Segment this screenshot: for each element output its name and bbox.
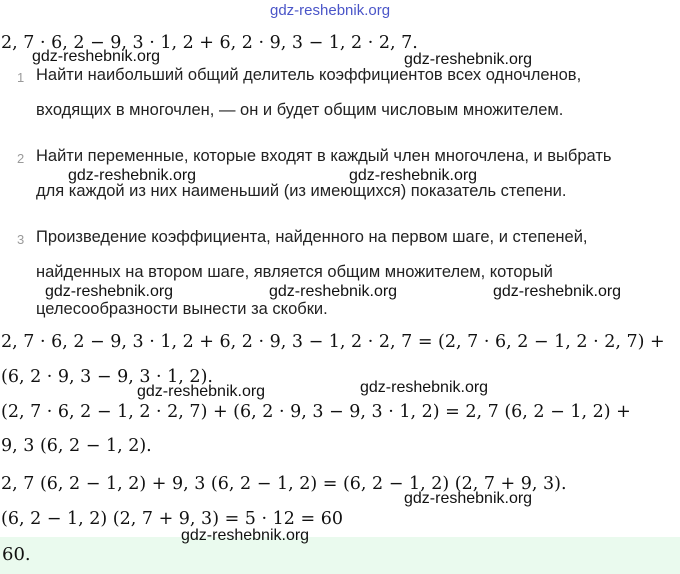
step-number: 2 — [17, 151, 25, 166]
solution-line: 9, 3 (6, 2 − 1, 2). — [1, 436, 152, 456]
solution-line: (6, 2 − 1, 2) (2, 7 + 9, 3) = 5 · 12 = 60 — [1, 509, 343, 529]
watermark: gdz-reshebnik.org — [68, 167, 197, 184]
watermark: gdz-reshebnik.org — [493, 283, 622, 300]
watermark: gdz-reshebnik.org — [349, 167, 478, 184]
solution-line: 2, 7 (6, 2 − 1, 2) + 9, 3 (6, 2 − 1, 2) = (6, 2 − 1, 2) (2, 7 + 9, 3). — [1, 474, 567, 494]
solution-line: (6, 2 · 9, 3 − 9, 3 · 1, 2). — [1, 367, 213, 387]
solution-line: 2, 7 · 6, 2 − 9, 3 · 1, 2 + 6, 2 · 9, 3 − 1, 2 · 2, 7 = (2, 7 · 6, 2 − 1, 2 · 2, 7) + — [1, 332, 665, 352]
watermark: gdz-reshebnik.org — [269, 283, 398, 300]
watermark: gdz-reshebnik.org — [45, 283, 174, 300]
step-text: Найти наибольший общий делитель коэффициентов всех одночленов, — [36, 66, 582, 84]
watermark: gdz-reshebnik.org — [181, 527, 310, 544]
step-text: Произведение коэффициента, найденного на первом шаге, и степеней, — [36, 228, 588, 246]
answer-value: 60. — [2, 544, 31, 565]
step-text: Найти переменные, которые входят в каждый член многочлена, и выбрать — [36, 147, 612, 165]
step-text: для каждой из них наименьший (из имеющихся) показатель степени. — [36, 182, 567, 200]
watermark: gdz-reshebnik.org — [404, 490, 533, 507]
step-text: найденных на втором шаге, является общим множителем, который — [36, 263, 553, 281]
watermark: gdz-reshebnik.org — [270, 2, 391, 19]
step-number: 1 — [17, 70, 25, 85]
step-text: входящих в многочлен, — он и будет общим числовым множителем. — [36, 101, 564, 119]
step-number: 3 — [17, 232, 25, 247]
watermark: gdz-reshebnik.org — [32, 48, 161, 65]
problem-expression: 2, 7 · 6, 2 − 9, 3 · 1, 2 + 6, 2 · 9, 3 − 1, 2 · 2, 7. — [1, 33, 418, 53]
watermark: gdz-reshebnik.org — [360, 379, 489, 396]
solution-line: (2, 7 · 6, 2 − 1, 2 · 2, 7) + (6, 2 · 9, 3 − 9, 3 · 1, 2) = 2, 7 (6, 2 − 1, 2) + — [1, 402, 631, 422]
step-text: целесообразности вынести за скобки. — [36, 300, 328, 318]
watermark: gdz-reshebnik.org — [404, 51, 533, 68]
answer-highlight — [0, 537, 680, 574]
watermark: gdz-reshebnik.org — [137, 383, 266, 400]
